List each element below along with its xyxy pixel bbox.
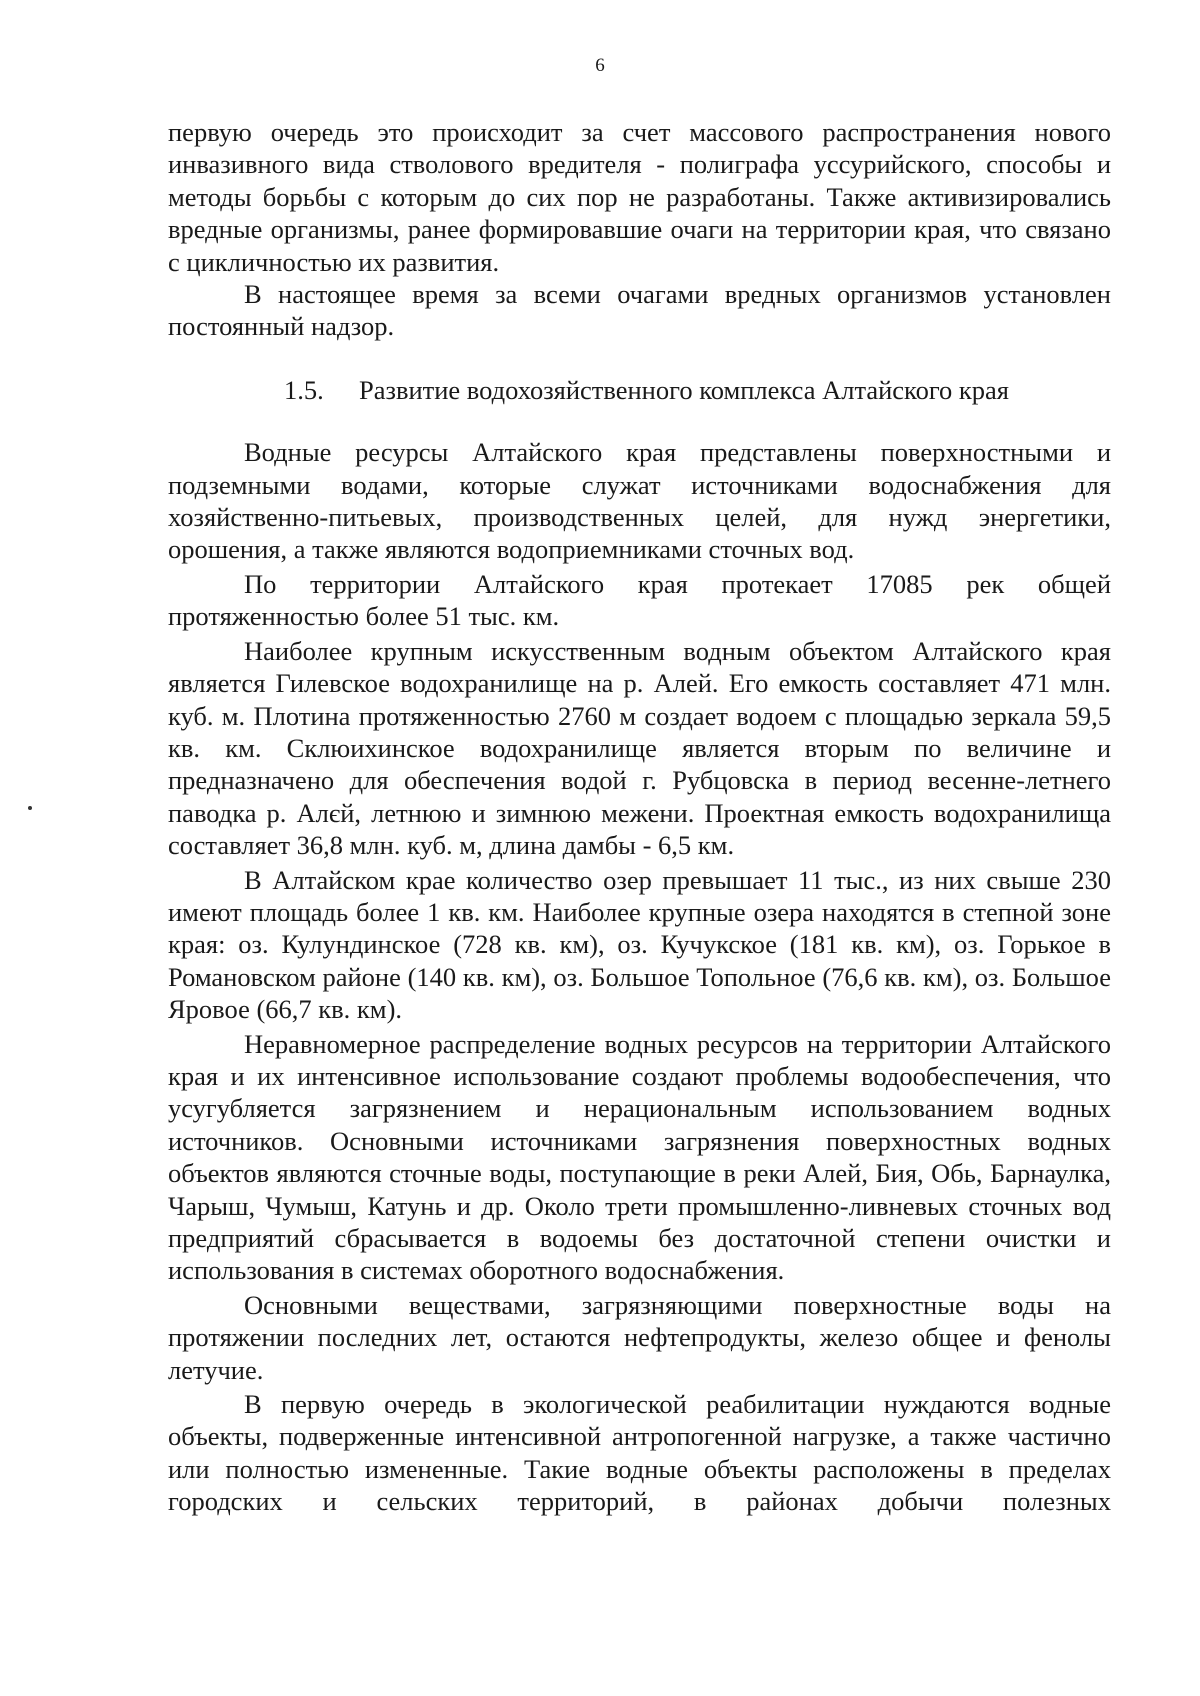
paragraph-reservoirs: Наиболее крупным искусственным водным объектом Алтайского края является Гилевское водохранилище на р. Алей. Его емкость составляет 471 млн. куб. м. Плотина протяженностью 2760 м создает водоем с площадью зеркала 59,5 кв. км. Склюихинское водохранилище является вторым по величине и предназначено для обеспечения водой г. Рубцовска в период весенне-летнего паводка р. Алєй, летнюю и зимнюю межени. Проектная емкость водохранилища составляет 36,8 млн. куб. м, длина дамбы - 6,5 км. (168, 635, 1111, 861)
scan-speck (28, 806, 32, 810)
paragraph-lakes: В Алтайском крае количество озер превышает 11 тыс., из них свыше 230 имеют площадь более 1 кв. км. Наиболее крупные озера находятся в степной зоне края: оз. Кулундинское (728 кв. км), оз. Кучукское (181 кв. км), оз. Горькое в Романовском районе (140 кв. км), оз. Большое Топольное (76,6 кв. км), оз. Большое Яровое (66,7 кв. км). (168, 864, 1111, 1025)
page-number: 6 (595, 55, 605, 76)
paragraph-supervision: В настоящее время за всеми очагами вредных организмов установлен постоянный надзор. (168, 279, 1111, 342)
paragraph-water-problems: Неравномерное распределение водных ресурсов на территории Алтайского края и их интенсивное использование создают проблемы водообеспечения, что усугубляется загрязнением и нерациональным использованием водных источников. Основными источниками загрязнения поверхностных водных объектов являются сточные воды, поступающие в реки Алей, Бия, Обь, Барнаулка, Чарыш, Чумыш, Катунь и др. Около трети промышленно-ливневых сточных вод предприятий сбрасывается в водоемы без достаточной степени очистки и использования в системах оборотного водоснабжения. (168, 1028, 1111, 1286)
paragraph-continuation: первую очередь это происходит за счет массового распространения нового инвазивного вида стволового вредителя - полиграфа уссурийского, способы и методы борьбы с которым до сих пор не разработаны. Также активизировались вредные организмы, ранее формировавшие очаги на территории края, что связано с цикличностью их развития. (168, 117, 1111, 277)
paragraph-rehabilitation: В первую очередь в экологической реабилитации нуждаются водные объекты, подверженные интенсивной антропогенной нагрузке, а также частично или полностью измененные. Такие водные объекты расположены в пределах городских и сельских территорий, в районах добычи полезных (168, 1389, 1111, 1517)
paragraph-rivers: По территории Алтайского края протекает 17085 рек общей протяженностью более 51 тыс. км. (168, 568, 1111, 632)
document-body (168, 116, 1111, 1518)
section-heading (168, 374, 1111, 406)
section-title: Развитие водохозяйственного комплекса Алтайского края (359, 374, 1010, 405)
paragraph-water-resources: Водные ресурсы Алтайского края представлены поверхностными и подземными водами, которые служат источниками водоснабжения для хозяйственно-питьевых, производственных целей, для нужд энергетики, орошения, а также являются водоприемниками сточных вод. (168, 437, 1111, 565)
section-number: 1.5. (284, 374, 324, 405)
paragraph-pollutants: Основными веществами, загрязняющими поверхностные воды на протяжении последних лет, остаются нефтепродукты, железо общее и фенолы летучие. (168, 1289, 1111, 1385)
